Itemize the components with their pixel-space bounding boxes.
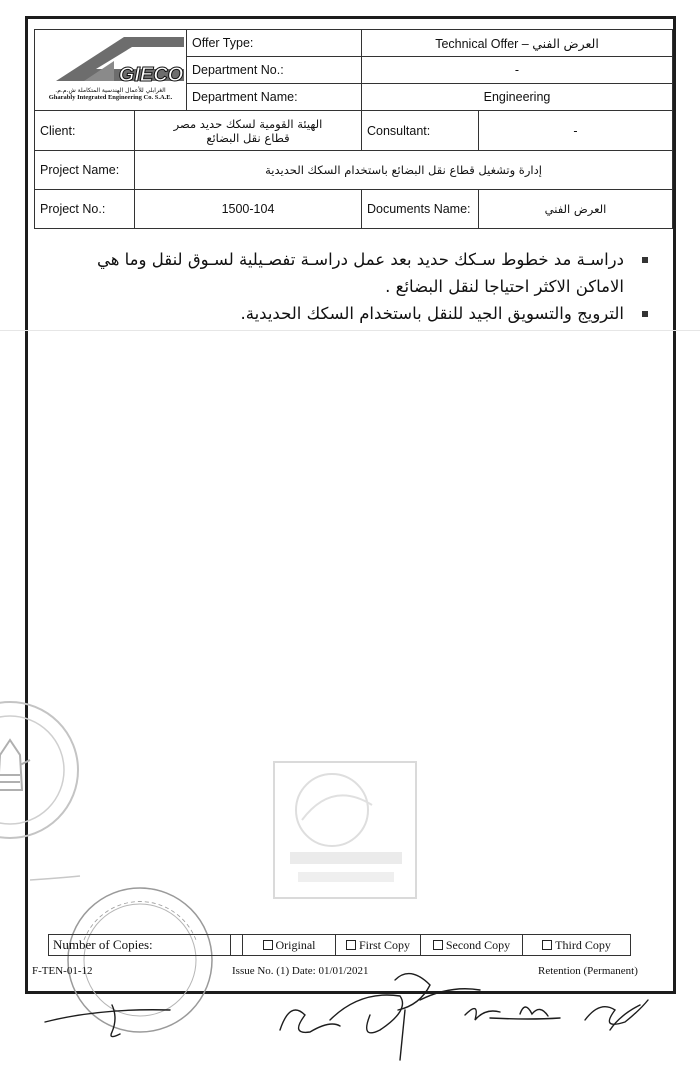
copy-option-original[interactable]: Original (243, 935, 336, 956)
department-name-label: Department Name: (187, 84, 362, 111)
offer-type-value: Technical Offer – العرض الفني (362, 30, 673, 57)
checkbox-icon[interactable] (346, 940, 356, 950)
bullet-square-icon (642, 257, 648, 263)
copy-option-first[interactable]: First Copy (336, 935, 421, 956)
retention: Retention (Permanent) (538, 965, 638, 977)
department-name-value: Engineering (362, 84, 673, 111)
documents-name-label: Documents Name: (362, 190, 479, 229)
client-label: Client: (35, 111, 135, 151)
bullet-text-2: الترويج والتسويق الجيد للنقل باستخدام السكك الحديدية. (240, 304, 624, 323)
consultant-label: Consultant: (362, 111, 479, 151)
bullet-list (60, 246, 650, 327)
bullet-text-1: دراسـة مد خطوط سـكك حديد بعد عمل دراسـة تفصـيلية لسـوق لنقل وما هي الاماكن الاكثر احتياجا لنقل البضائع . (96, 250, 624, 296)
scan-fold-line (0, 330, 700, 331)
copy-option-second[interactable]: Second Copy (421, 935, 523, 956)
client-value (135, 111, 362, 151)
gieco-logo-icon (36, 31, 186, 87)
company-arabic-name: الغرابلي للأعمال الهندسية المتكاملة ش.م.م. (55, 87, 166, 94)
issue-date: Issue No. (1) Date: 01/01/2021 (232, 965, 369, 977)
copies-spacer-cell (231, 935, 243, 956)
department-no-label: Department No.: (187, 57, 362, 84)
project-name-label: Project Name: (35, 151, 135, 190)
copy-option-third[interactable]: Third Copy (523, 935, 631, 956)
faint-stamp-icon (272, 760, 418, 900)
consultant-value: - (479, 111, 673, 151)
checkbox-icon[interactable] (542, 940, 552, 950)
bullet-square-icon (642, 311, 648, 317)
project-no-value: 1500-104 (135, 190, 362, 229)
number-of-copies-label: Number of Copies: (49, 935, 231, 956)
signatures-icon (0, 960, 700, 1082)
department-no-value: - (362, 57, 673, 84)
project-name-value: إدارة وتشغيل قطاع نقل البضائع باستخدام السكك الحديدية (135, 151, 673, 190)
client-line-2: قطاع نقل البضائع (206, 130, 290, 145)
government-seal-icon (0, 700, 110, 890)
document-header-table (34, 29, 673, 229)
documents-name-value: العرض الفني (479, 190, 673, 229)
copies-table (48, 934, 631, 956)
company-english-name: Gharably Integrated Engineering Co. S.A.E. (48, 94, 173, 101)
bullet-item (60, 300, 650, 327)
client-line-1: الهيئة القومية لسكك حديد مصر (173, 116, 323, 131)
logo-text: GIECO (118, 64, 183, 86)
form-code: F-TEN-01-12 (32, 965, 93, 977)
company-logo (35, 30, 187, 111)
checkbox-icon[interactable] (433, 940, 443, 950)
offer-type-label: Offer Type: (187, 30, 362, 57)
bullet-item (60, 246, 650, 300)
project-no-label: Project No.: (35, 190, 135, 229)
checkbox-icon[interactable] (263, 940, 273, 950)
